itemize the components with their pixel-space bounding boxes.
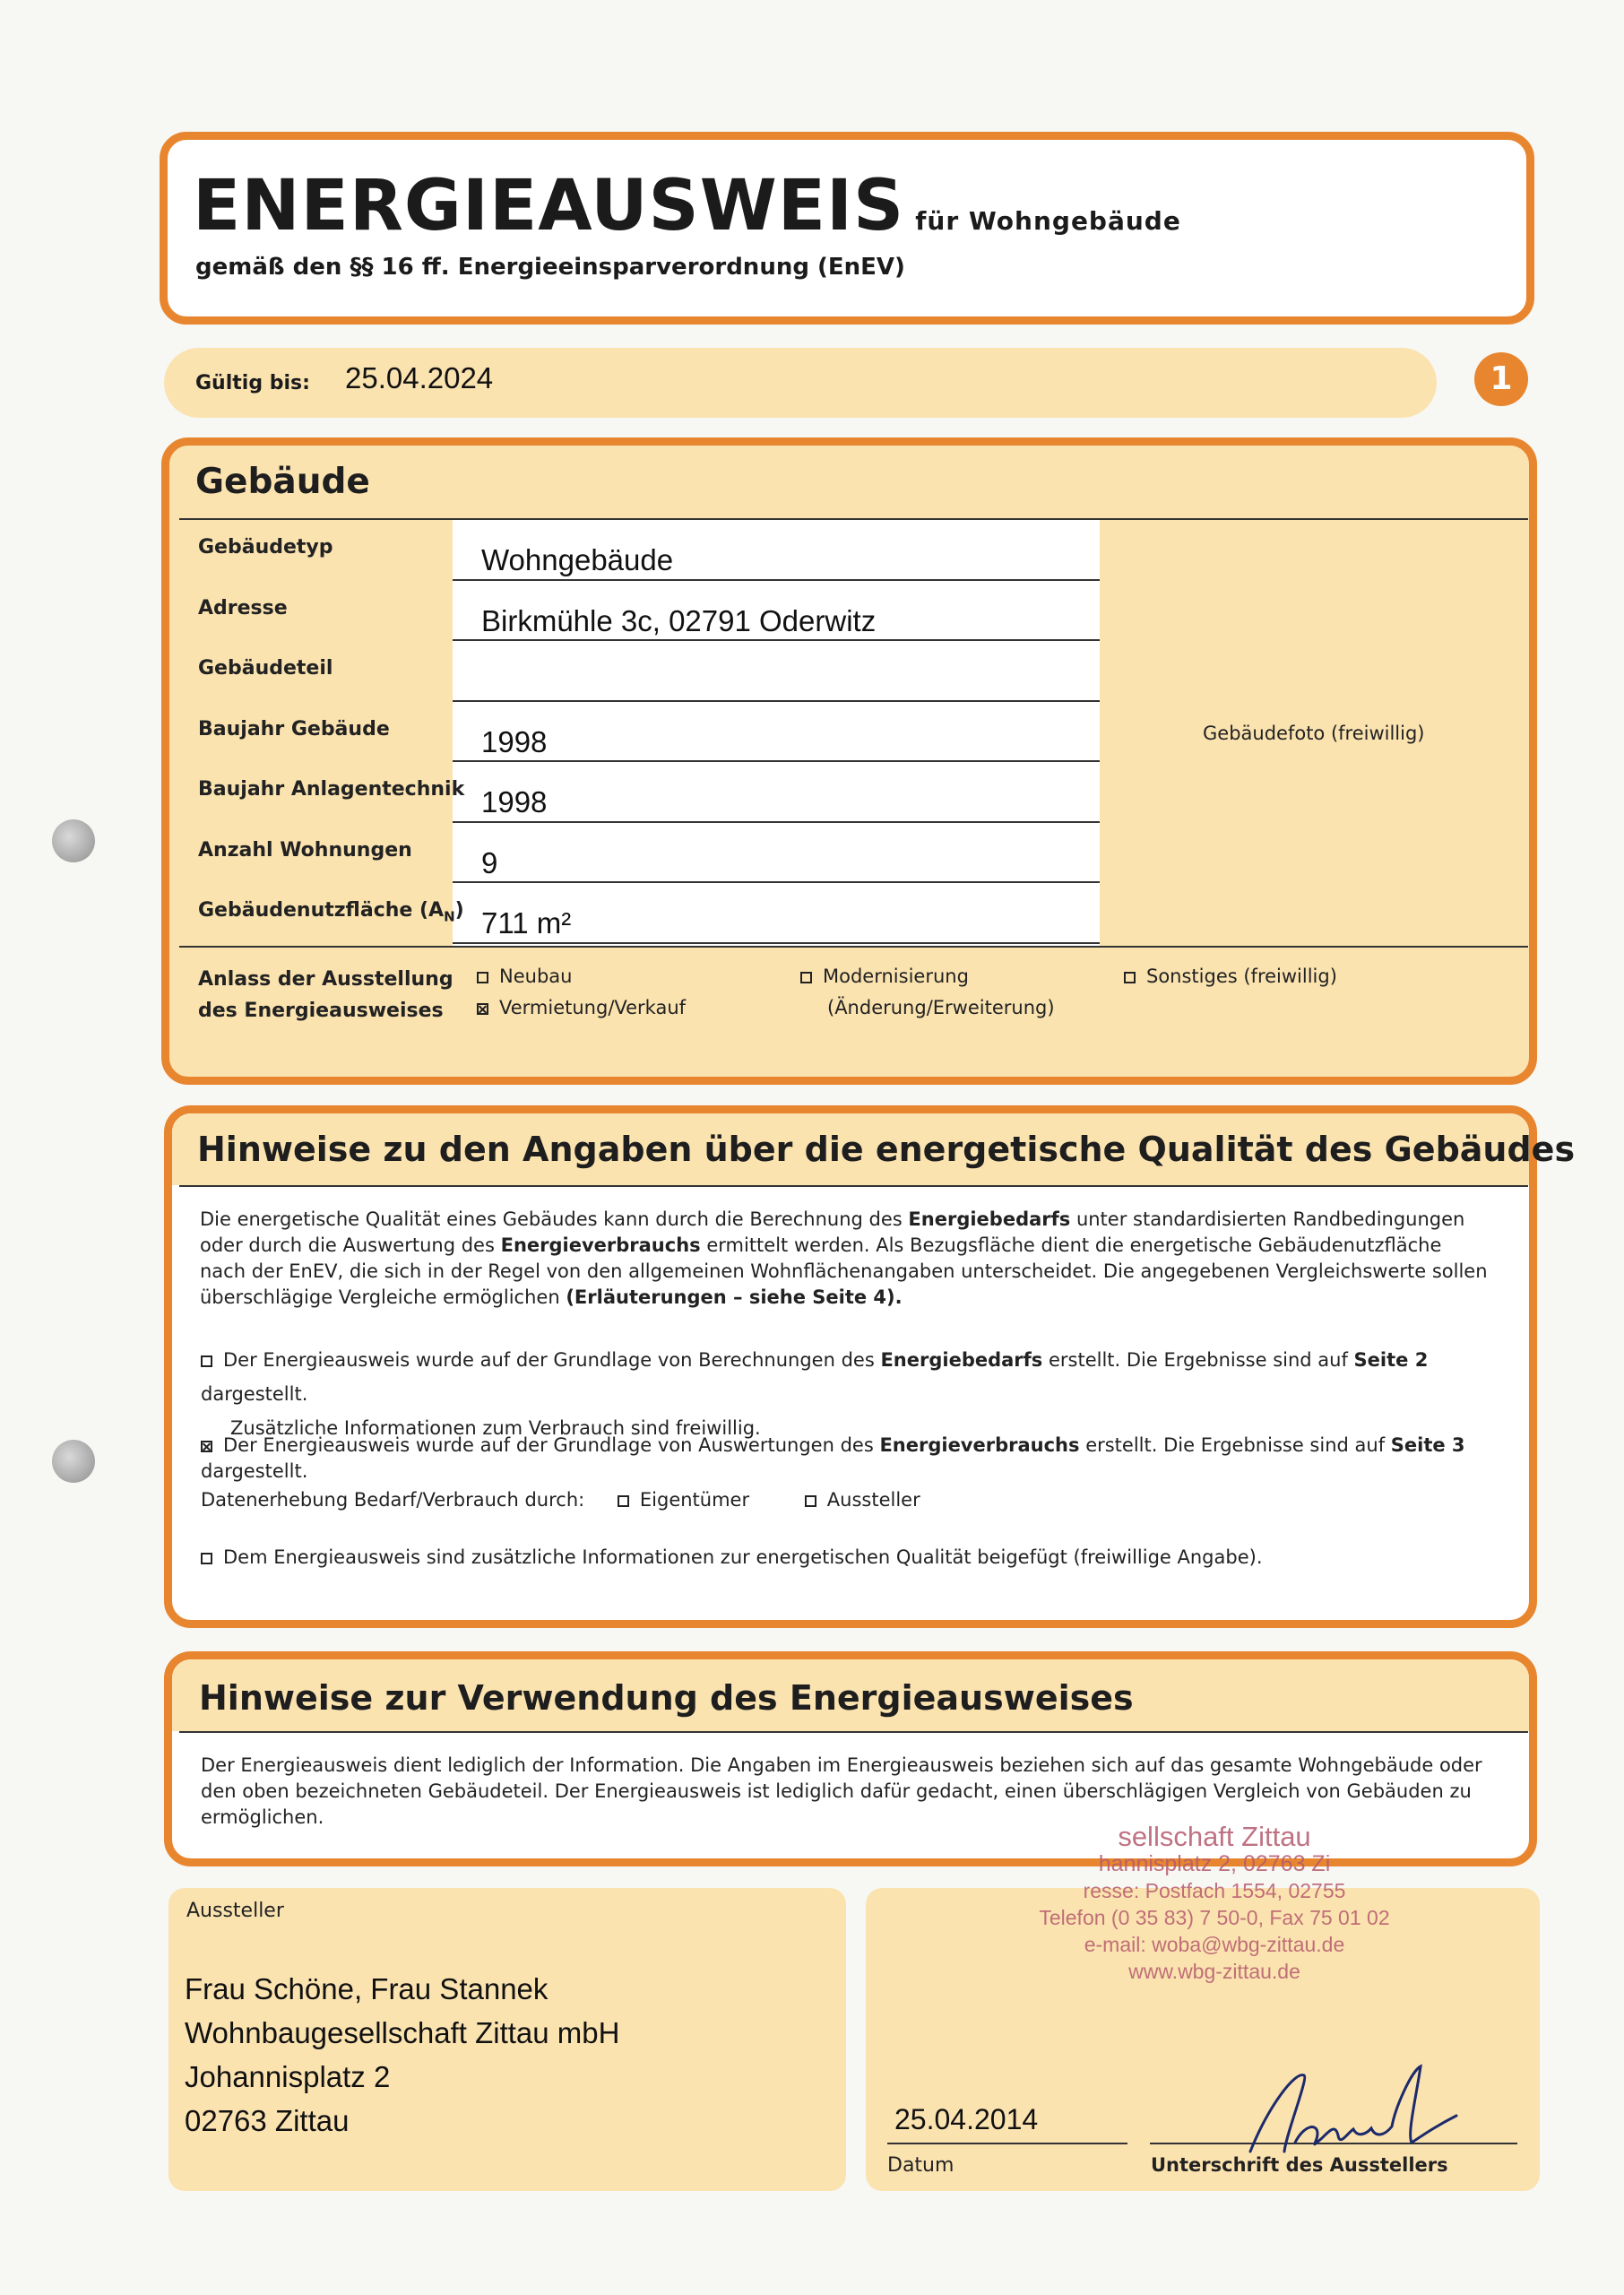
validity-label: Gültig bis:	[195, 372, 310, 394]
field-value: 1998	[481, 785, 548, 818]
reason-label-line2: des Energieausweises	[198, 1000, 444, 1022]
field-value: 1998	[481, 724, 548, 758]
quality-intro: Die energetische Qualität eines Gebäudes kann durch die Berechnung des Energiebedarfs unter standardisierten Randbedingungen oder durch die Auswertung des Energieverbrauchs ermittelt werden. Als Bezugsfläche dient die energetische Gebäudenutzfläche nach der EnEV, die sich in der Regel von den allgemeinen Wohnflächenangaben unterscheidet. Die angegebenen Vergleichswerte sollen überschlägige Vergleiche ermöglichen (Erläuterungen – siehe Seite 4).	[200, 1208, 1488, 1308]
stamp-line: www.wbg-zittau.de	[1128, 1960, 1300, 1983]
data-collection-label: Datenerhebung Bedarf/Verbrauch durch:	[201, 1489, 585, 1511]
stamp-line: e-mail: woba@wbg-zittau.de	[1084, 1933, 1345, 1956]
quality-title: Hinweise zu den Angaben über die energetische Qualität des Gebäudes	[197, 1130, 1576, 1169]
field-value: 711 m²	[481, 906, 572, 940]
field-underline	[453, 579, 1100, 581]
field-label: Baujahr Anlagentechnik	[198, 778, 465, 801]
checkbox-icon[interactable]	[805, 1495, 816, 1507]
issuer-label: Aussteller	[186, 1900, 284, 1922]
company-stamp	[990, 1823, 1438, 1985]
field-underline	[453, 700, 1100, 702]
data-collection-row	[201, 1487, 920, 1513]
stamp-line: hannisplatz 2, 02763 Zi	[1098, 1851, 1331, 1876]
checkbox-icon[interactable]	[201, 1553, 212, 1564]
checkbox-icon[interactable]	[477, 972, 488, 983]
checkbox-icon[interactable]	[201, 1355, 212, 1367]
checkbox-icon[interactable]	[800, 972, 812, 983]
field-underline	[453, 942, 1100, 944]
checkbox-checked-icon[interactable]	[201, 1441, 212, 1452]
owner-option[interactable]: Eigentümer	[618, 1489, 749, 1511]
signature-label: Unterschrift des Ausstellers	[1151, 2154, 1448, 2176]
document-subtitle: gemäß den §§ 16 ff. Energieeinsparverordnung (EnEV)	[195, 254, 905, 281]
field-label: Gebäudetyp	[198, 536, 333, 559]
date-line	[887, 2143, 1127, 2144]
field-value: Wohngebäude	[481, 543, 674, 576]
checkbox-checked-icon[interactable]	[477, 1003, 488, 1015]
field-label: Anzahl Wohnungen	[198, 838, 412, 862]
stamp-line: sellschaft Zittau	[1118, 1821, 1311, 1852]
reason-label	[198, 964, 454, 1026]
usage-title: Hinweise zur Verwendung des Energieausweises	[199, 1678, 1134, 1718]
punch-hole	[52, 1440, 95, 1483]
quality-option-verbrauch[interactable]: Der Energieausweis wurde auf der Grundlage von Auswertungen des Energieverbrauchs erstellt. Die Ergebnisse sind auf Seite 3 dargestellt.	[201, 1434, 1465, 1482]
reason-modernisierung-detail: (Änderung/Erweiterung)	[827, 997, 1055, 1018]
validity-value: 25.04.2024	[345, 361, 494, 394]
issuer-line-2: Wohnbaugesellschaft Zittau mbH	[185, 2016, 620, 2049]
field-underline	[453, 881, 1100, 883]
issuer-line-3: Johannisplatz 2	[185, 2060, 391, 2093]
punch-hole	[52, 819, 95, 862]
reason-vermietung[interactable]	[477, 997, 686, 1018]
usage-text: Der Energieausweis dient lediglich der Information. Die Angaben im Energieausweis beziehen sich auf das gesamte Wohngebäude oder den oben bezeichneten Gebäudeteil. Der Energieausweis ist lediglich dafür gedacht, einen überschlägigen Vergleich von Gebäuden zu ermöglichen.	[201, 1754, 1482, 1828]
issuer-line-1: Frau Schöne, Frau Stannek	[185, 1972, 549, 2005]
divider	[179, 1731, 1528, 1733]
field-label: Gebäudeteil	[198, 657, 333, 680]
field-value: 9	[481, 845, 498, 879]
option-label: Vermietung/Verkauf	[499, 997, 687, 1018]
photo-label: Gebäudefoto (freiwillig)	[1203, 723, 1425, 744]
issuer-option[interactable]: Aussteller	[805, 1489, 920, 1511]
divider	[179, 946, 1528, 948]
building-title: Gebäude	[195, 462, 370, 502]
page-number: 1	[1490, 360, 1513, 397]
reason-neubau[interactable]	[477, 966, 572, 987]
signature-date: 25.04.2014	[894, 2103, 1039, 2135]
reason-sonstiges[interactable]	[1124, 966, 1337, 987]
quality-option-bedarf[interactable]: Der Energieausweis wurde auf der Grundlage von Berechnungen des Energiebedarfs erstellt. Die Ergebnisse sind auf Seite 2 dargestellt. Zusätzliche Informationen zum Verbrauch sind freiwillig.	[201, 1349, 1429, 1439]
field-underline	[453, 639, 1100, 641]
field-underline	[453, 821, 1100, 823]
stamp-line: Telefon (0 35 83) 7 50-0, Fax 75 01 02	[1039, 1906, 1390, 1929]
option-label: Modernisierung	[823, 966, 969, 987]
reason-label-line1: Anlass der Ausstellung	[198, 968, 454, 991]
title-main: ENERGIEAUSWEIS	[193, 166, 905, 247]
document-title	[193, 166, 1181, 247]
divider	[179, 1185, 1528, 1187]
title-suffix: für Wohngebäude	[915, 206, 1181, 236]
reason-modernisierung[interactable]	[800, 966, 969, 987]
field-underline	[453, 760, 1100, 762]
handwritten-signature	[1232, 2053, 1465, 2169]
field-value: Birkmühle 3c, 02791 Oderwitz	[481, 603, 877, 637]
issuer-line-4: 02763 Zittau	[185, 2104, 350, 2137]
stamp-line: resse: Postfach 1554, 02755	[1083, 1879, 1346, 1902]
checkbox-icon[interactable]	[1124, 972, 1136, 983]
quality-extra-info[interactable]: Dem Energieausweis sind zusätzliche Informationen zur energetischen Qualität beigefügt (freiwillige Angabe).	[201, 1545, 1263, 1571]
field-label: Baujahr Gebäude	[198, 717, 390, 740]
page-number-badge	[1474, 352, 1528, 406]
option-label: Neubau	[499, 966, 573, 987]
field-label: Adresse	[198, 596, 288, 619]
field-label: Gebäudenutzfläche $(A_N)$	[198, 899, 464, 925]
option-label: Sonstiges (freiwillig)	[1146, 966, 1337, 987]
date-label: Datum	[887, 2154, 955, 2177]
checkbox-icon[interactable]	[618, 1495, 629, 1507]
